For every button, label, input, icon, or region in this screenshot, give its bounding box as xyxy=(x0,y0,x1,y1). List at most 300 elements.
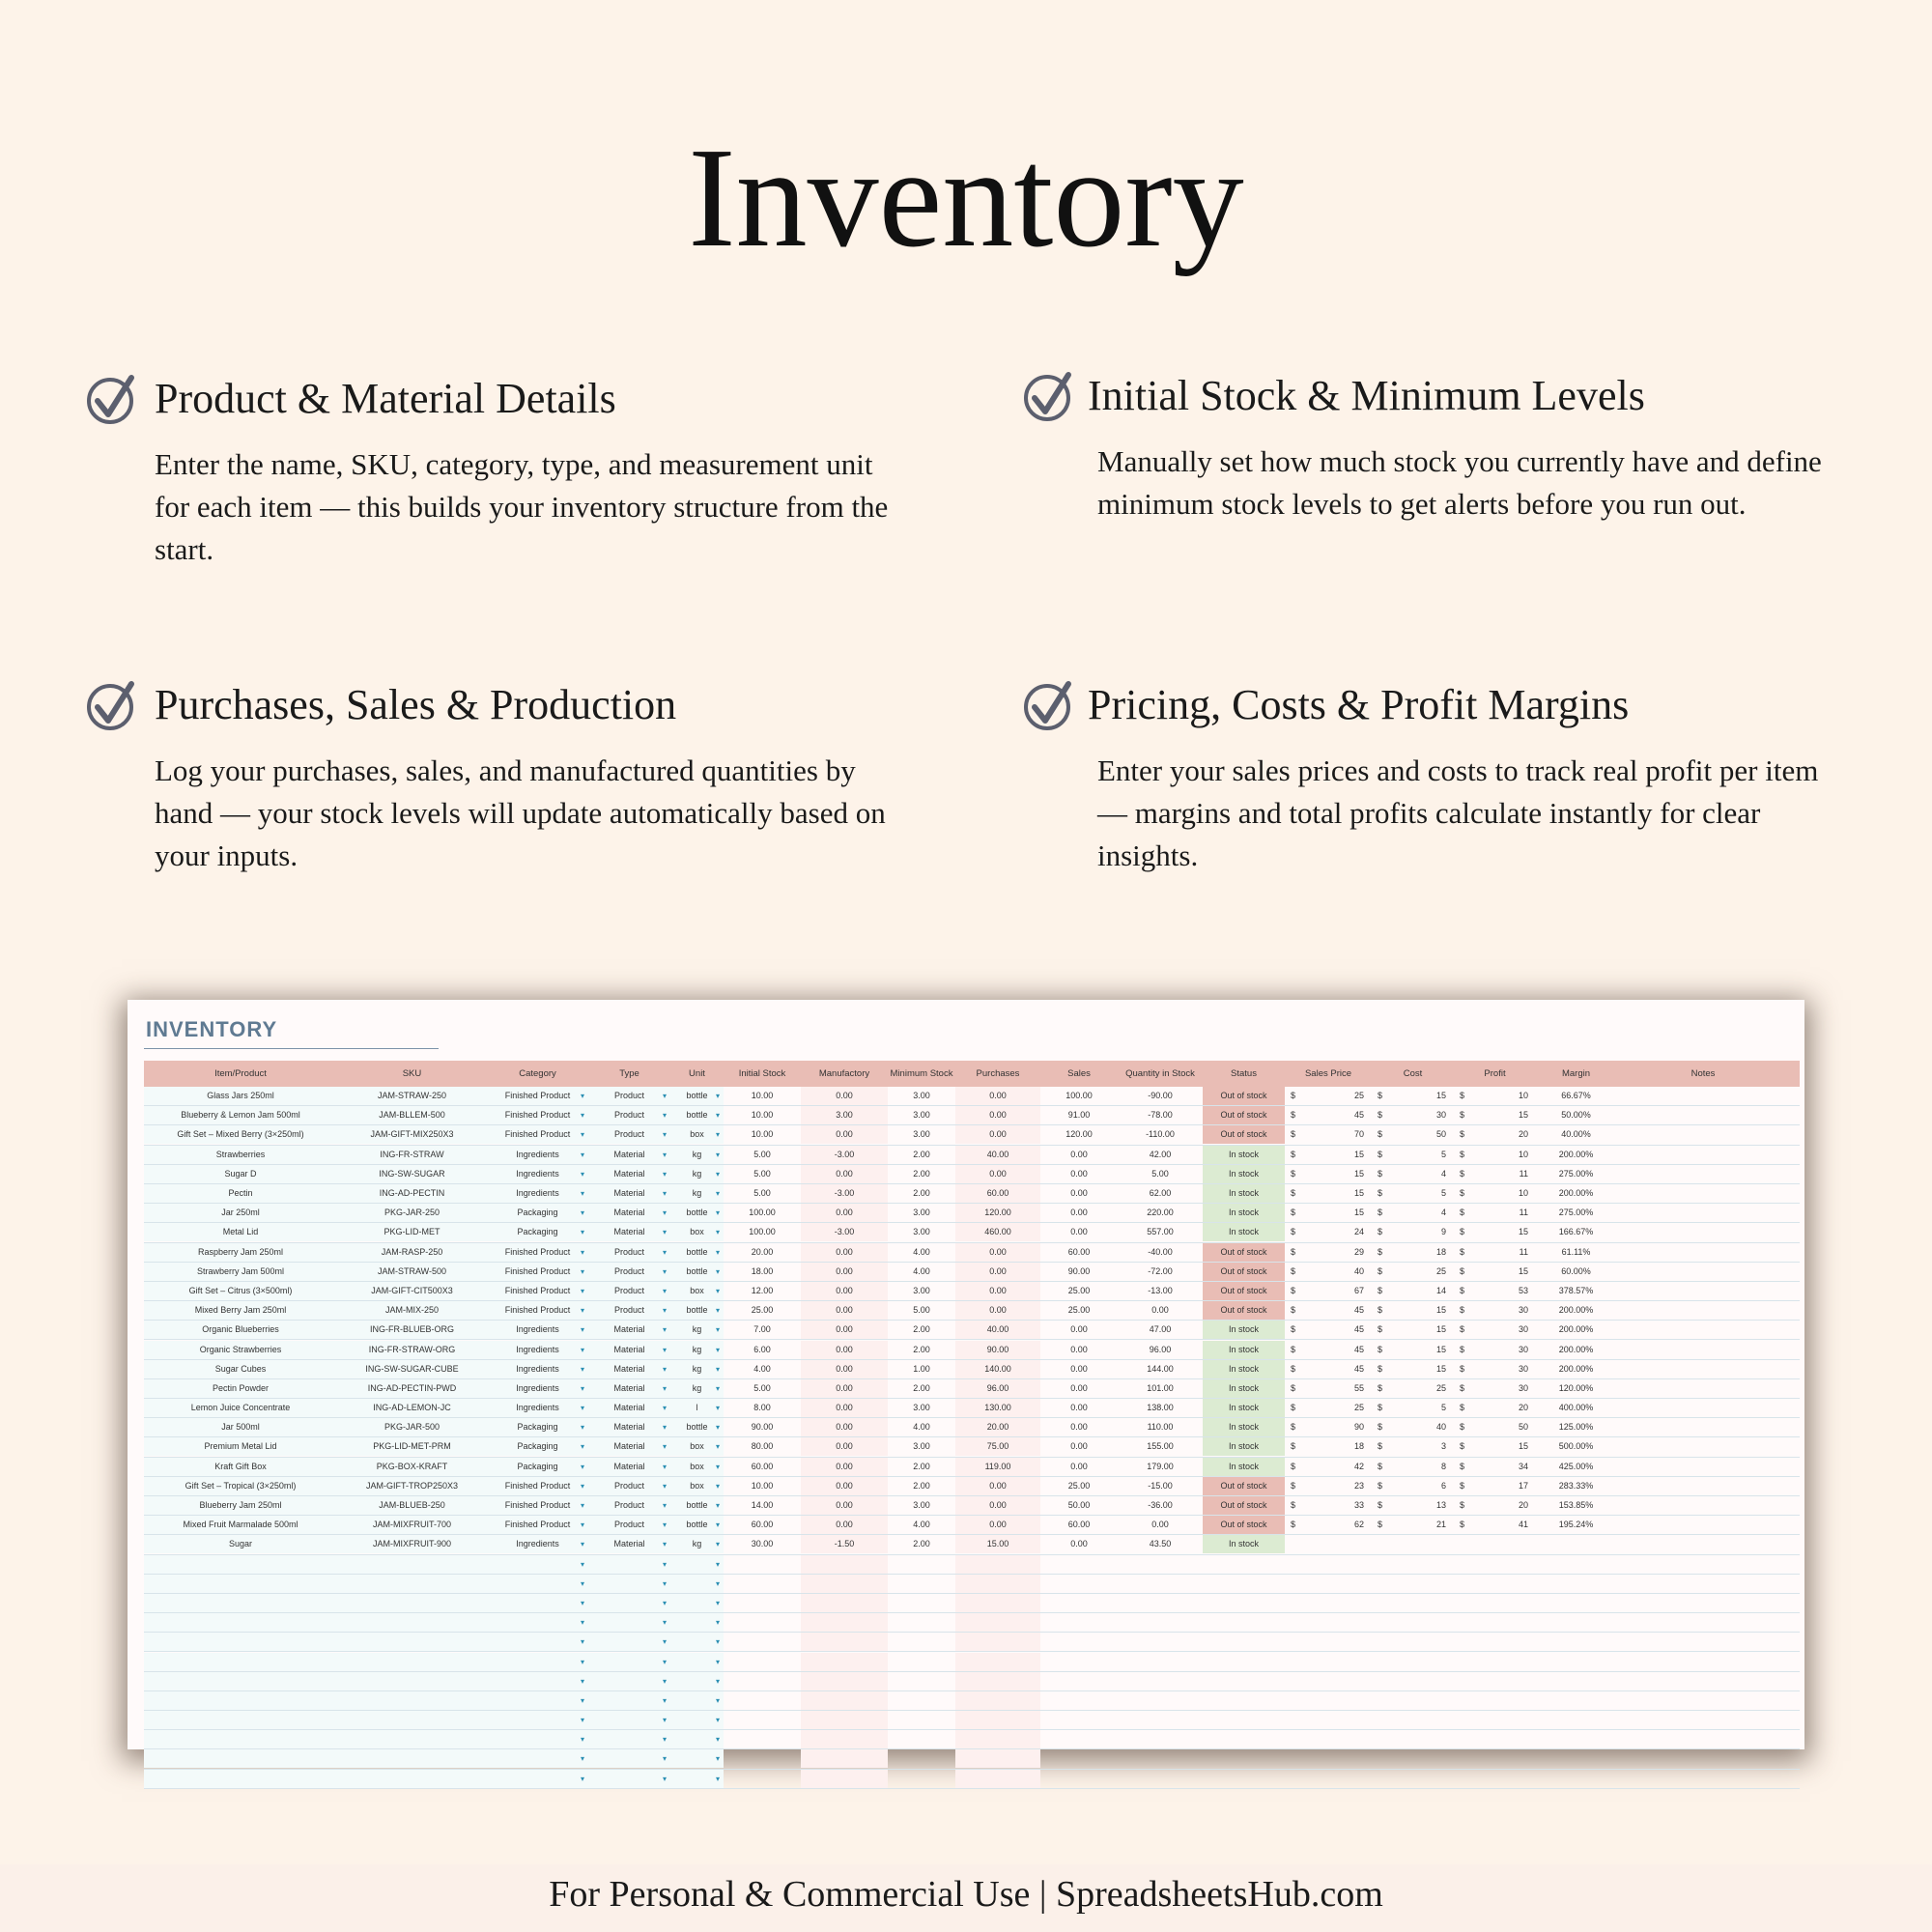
table-cell[interactable]: In stock xyxy=(1203,1184,1285,1203)
dropdown-caret-icon[interactable]: ▾ xyxy=(580,1266,584,1276)
table-cell[interactable]: 3.00 xyxy=(913,1403,930,1413)
table-cell[interactable] xyxy=(724,1691,801,1710)
table-cell[interactable]: Material ▾ xyxy=(588,1184,670,1203)
table-cell[interactable] xyxy=(955,1653,1040,1671)
table-cell[interactable]: ING-SW-SUGAR xyxy=(337,1165,487,1183)
dropdown-caret-icon[interactable]: ▾ xyxy=(662,1150,667,1159)
table-cell[interactable] xyxy=(1536,1749,1616,1768)
table-cell[interactable] xyxy=(724,1711,801,1729)
table-cell[interactable] xyxy=(1285,1770,1372,1788)
table-cell[interactable] xyxy=(1372,1477,1454,1495)
table-cell[interactable]: 400.00% xyxy=(1558,1403,1594,1413)
table-cell[interactable] xyxy=(1285,1360,1372,1378)
dropdown-caret-icon[interactable]: ▾ xyxy=(580,1383,584,1393)
table-cell[interactable] xyxy=(670,1770,724,1788)
table-cell[interactable]: 0.00 xyxy=(1070,1344,1088,1354)
table-cell[interactable]: 100.00 xyxy=(1065,1091,1093,1101)
table-cell[interactable] xyxy=(144,1730,337,1748)
dropdown-caret-icon[interactable]: ▾ xyxy=(715,1150,720,1159)
dropdown-caret-icon[interactable]: ▾ xyxy=(662,1540,667,1549)
table-cell[interactable]: box ▾ xyxy=(670,1282,724,1300)
table-cell[interactable] xyxy=(801,1749,888,1768)
table-cell[interactable] xyxy=(955,1749,1040,1768)
dropdown-caret-icon[interactable]: ▾ xyxy=(662,1754,667,1764)
table-cell[interactable]: JAM-MIX-250 xyxy=(337,1301,487,1320)
table-cell[interactable] xyxy=(1285,1633,1372,1651)
dropdown-caret-icon[interactable]: ▾ xyxy=(662,1266,667,1276)
dropdown-caret-icon[interactable]: ▾ xyxy=(580,1111,584,1121)
table-cell[interactable] xyxy=(724,1555,801,1574)
table-cell[interactable] xyxy=(487,1770,588,1788)
table-cell[interactable] xyxy=(955,1672,1040,1690)
table-cell[interactable] xyxy=(144,1613,337,1632)
table-cell[interactable]: 0.00 xyxy=(801,1360,888,1378)
table-cell[interactable] xyxy=(144,1594,337,1612)
table-cell[interactable] xyxy=(1616,1184,1790,1203)
table-cell[interactable] xyxy=(1285,1594,1372,1612)
dropdown-caret-icon[interactable]: ▾ xyxy=(662,1208,667,1218)
table-cell[interactable]: 200.00% xyxy=(1558,1149,1594,1159)
table-cell[interactable] xyxy=(1285,1613,1372,1632)
table-cell[interactable]: 0.00 xyxy=(801,1243,888,1262)
table-cell[interactable] xyxy=(955,1730,1040,1748)
table-cell[interactable] xyxy=(1118,1575,1203,1593)
table-cell[interactable] xyxy=(955,1691,1040,1710)
dropdown-caret-icon[interactable]: ▾ xyxy=(580,1325,584,1335)
table-cell[interactable]: Material ▾ xyxy=(588,1458,670,1476)
table-cell[interactable]: 96.00 xyxy=(1149,1344,1172,1354)
table-cell[interactable] xyxy=(724,1730,801,1748)
dropdown-caret-icon[interactable]: ▾ xyxy=(662,1345,667,1354)
table-cell[interactable] xyxy=(1454,1594,1536,1612)
table-cell[interactable]: 5.00 xyxy=(1151,1168,1169,1179)
table-cell[interactable]: Glass Jars 250ml xyxy=(144,1087,337,1105)
table-cell[interactable] xyxy=(1454,1087,1536,1105)
table-cell[interactable]: -15.00 xyxy=(1148,1480,1173,1491)
table-cell[interactable]: 90.00 xyxy=(955,1341,1040,1359)
table-cell[interactable]: Material ▾ xyxy=(588,1360,670,1378)
table-cell[interactable]: 0.00 xyxy=(1070,1539,1088,1549)
table-cell[interactable]: 66.67% xyxy=(1561,1091,1591,1101)
table-cell[interactable]: kg ▾ xyxy=(670,1165,724,1183)
table-cell[interactable]: 0.00 xyxy=(801,1204,888,1222)
table-cell[interactable]: 0.00 xyxy=(801,1282,888,1300)
table-cell[interactable]: box ▾ xyxy=(670,1477,724,1495)
table-cell[interactable] xyxy=(588,1613,670,1632)
table-cell[interactable] xyxy=(801,1633,888,1651)
table-cell[interactable] xyxy=(955,1613,1040,1632)
dropdown-caret-icon[interactable]: ▾ xyxy=(715,1423,720,1433)
table-cell[interactable]: Packaging ▾ xyxy=(487,1418,588,1436)
table-cell[interactable]: In stock xyxy=(1203,1321,1285,1339)
table-cell[interactable] xyxy=(588,1575,670,1593)
table-cell[interactable]: 5.00 xyxy=(753,1188,771,1199)
dropdown-caret-icon[interactable]: ▾ xyxy=(580,1462,584,1471)
dropdown-caret-icon[interactable]: ▾ xyxy=(662,1423,667,1433)
dropdown-caret-icon[interactable]: ▾ xyxy=(715,1266,720,1276)
table-cell[interactable]: 0.00 xyxy=(801,1125,888,1144)
table-cell[interactable]: 125.00% xyxy=(1558,1422,1594,1433)
table-cell[interactable] xyxy=(1454,1672,1536,1690)
table-cell[interactable] xyxy=(1454,1437,1536,1456)
table-cell[interactable]: 0.00 xyxy=(1070,1188,1088,1199)
dropdown-caret-icon[interactable]: ▾ xyxy=(662,1364,667,1374)
table-cell[interactable] xyxy=(487,1594,588,1612)
table-cell[interactable] xyxy=(1616,1575,1790,1593)
table-cell[interactable]: 4.00 xyxy=(913,1265,930,1276)
table-cell[interactable]: 5.00 xyxy=(753,1382,771,1393)
table-cell[interactable]: ING-AD-PECTIN xyxy=(337,1184,487,1203)
dropdown-caret-icon[interactable]: ▾ xyxy=(580,1598,584,1607)
table-cell[interactable] xyxy=(888,1575,955,1593)
dropdown-caret-icon[interactable]: ▾ xyxy=(662,1462,667,1471)
table-cell[interactable]: ING-SW-SUGAR-CUBE xyxy=(337,1360,487,1378)
table-cell[interactable] xyxy=(670,1672,724,1690)
table-cell[interactable] xyxy=(1285,1243,1372,1262)
dropdown-caret-icon[interactable]: ▾ xyxy=(662,1169,667,1179)
dropdown-caret-icon[interactable]: ▾ xyxy=(662,1247,667,1257)
table-cell[interactable] xyxy=(1203,1653,1285,1671)
table-cell[interactable] xyxy=(337,1653,487,1671)
table-cell[interactable]: 0.00 xyxy=(801,1418,888,1436)
table-cell[interactable] xyxy=(1616,1263,1790,1281)
table-cell[interactable]: JAM-BLUEB-250 xyxy=(337,1496,487,1515)
table-cell[interactable]: -3.00 xyxy=(801,1223,888,1241)
table-cell[interactable] xyxy=(888,1613,955,1632)
table-cell[interactable] xyxy=(1285,1321,1372,1339)
table-cell[interactable]: 25.00 xyxy=(751,1305,774,1316)
dropdown-caret-icon[interactable]: ▾ xyxy=(580,1774,584,1783)
table-cell[interactable]: 5.00 xyxy=(753,1149,771,1159)
dropdown-caret-icon[interactable]: ▾ xyxy=(662,1189,667,1199)
table-cell[interactable]: 500.00% xyxy=(1558,1441,1594,1452)
table-cell[interactable]: 200.00% xyxy=(1558,1344,1594,1354)
table-cell[interactable] xyxy=(724,1653,801,1671)
table-cell[interactable] xyxy=(1372,1691,1454,1710)
table-cell[interactable] xyxy=(1285,1146,1372,1164)
table-cell[interactable] xyxy=(1203,1575,1285,1593)
table-cell[interactable] xyxy=(487,1749,588,1768)
table-cell[interactable] xyxy=(801,1653,888,1671)
table-cell[interactable] xyxy=(1285,1749,1372,1768)
table-cell[interactable]: box ▾ xyxy=(670,1437,724,1456)
dropdown-caret-icon[interactable]: ▾ xyxy=(580,1735,584,1745)
table-cell[interactable]: Ingredients ▾ xyxy=(487,1146,588,1164)
table-cell[interactable] xyxy=(1372,1711,1454,1729)
table-cell[interactable] xyxy=(1372,1399,1454,1417)
dropdown-caret-icon[interactable]: ▾ xyxy=(662,1559,667,1569)
table-cell[interactable] xyxy=(1454,1711,1536,1729)
table-cell[interactable] xyxy=(1285,1730,1372,1748)
table-cell[interactable]: 0.00 xyxy=(955,1165,1040,1183)
table-cell[interactable]: 25.00 xyxy=(1067,1480,1091,1491)
table-cell[interactable]: Kraft Gift Box xyxy=(144,1458,337,1476)
table-cell[interactable]: 378.57% xyxy=(1558,1285,1594,1295)
table-cell[interactable] xyxy=(1372,1263,1454,1281)
table-cell[interactable]: 61.11% xyxy=(1561,1246,1591,1257)
table-cell[interactable]: Packaging ▾ xyxy=(487,1437,588,1456)
table-cell[interactable] xyxy=(1285,1496,1372,1515)
table-cell[interactable]: 4.00 xyxy=(753,1363,771,1374)
table-cell[interactable]: 275.00% xyxy=(1558,1208,1594,1218)
table-cell[interactable] xyxy=(1285,1672,1372,1690)
table-cell[interactable] xyxy=(1536,1691,1616,1710)
table-cell[interactable]: Out of stock xyxy=(1203,1282,1285,1300)
table-cell[interactable]: 130.00 xyxy=(955,1399,1040,1417)
table-cell[interactable] xyxy=(1203,1555,1285,1574)
table-cell[interactable]: Raspberry Jam 250ml xyxy=(144,1243,337,1262)
table-cell[interactable]: 25.00 xyxy=(1067,1305,1091,1316)
table-cell[interactable] xyxy=(1454,1399,1536,1417)
table-cell[interactable]: 153.85% xyxy=(1558,1500,1594,1511)
table-cell[interactable] xyxy=(1203,1711,1285,1729)
table-cell[interactable]: Out of stock xyxy=(1203,1125,1285,1144)
table-cell[interactable]: 0.00 xyxy=(801,1301,888,1320)
table-cell[interactable]: 0.00 xyxy=(1070,1324,1088,1335)
table-cell[interactable] xyxy=(670,1613,724,1632)
table-cell[interactable] xyxy=(1454,1379,1536,1398)
table-cell[interactable] xyxy=(588,1653,670,1671)
table-cell[interactable]: 0.00 xyxy=(1151,1305,1169,1316)
table-cell[interactable]: kg ▾ xyxy=(670,1321,724,1339)
table-cell[interactable]: Jar 250ml xyxy=(144,1204,337,1222)
table-cell[interactable] xyxy=(1118,1653,1203,1671)
table-cell[interactable]: 3.00 xyxy=(913,1208,930,1218)
table-cell[interactable] xyxy=(1616,1223,1790,1241)
table-cell[interactable] xyxy=(144,1672,337,1690)
table-cell[interactable]: 75.00 xyxy=(955,1437,1040,1456)
table-cell[interactable] xyxy=(888,1672,955,1690)
table-cell[interactable] xyxy=(670,1633,724,1651)
table-cell[interactable] xyxy=(1616,1749,1790,1768)
table-cell[interactable] xyxy=(1372,1458,1454,1476)
table-cell[interactable] xyxy=(1454,1184,1536,1203)
table-cell[interactable]: Finished Product ▾ xyxy=(487,1282,588,1300)
table-cell[interactable] xyxy=(1536,1535,1616,1553)
table-cell[interactable]: 60.00 xyxy=(1067,1246,1091,1257)
table-cell[interactable] xyxy=(1536,1730,1616,1748)
table-cell[interactable] xyxy=(1616,1594,1790,1612)
table-cell[interactable] xyxy=(1285,1301,1372,1320)
table-cell[interactable]: 120.00% xyxy=(1558,1382,1594,1393)
dropdown-caret-icon[interactable]: ▾ xyxy=(580,1442,584,1452)
table-cell[interactable] xyxy=(1203,1691,1285,1710)
dropdown-caret-icon[interactable]: ▾ xyxy=(662,1092,667,1101)
table-cell[interactable] xyxy=(1372,1106,1454,1124)
table-cell[interactable]: Mixed Berry Jam 250ml xyxy=(144,1301,337,1320)
table-cell[interactable]: 0.00 xyxy=(1070,1168,1088,1179)
table-cell[interactable] xyxy=(1372,1496,1454,1515)
table-cell[interactable] xyxy=(144,1633,337,1651)
dropdown-caret-icon[interactable]: ▾ xyxy=(580,1286,584,1295)
table-cell[interactable]: Ingredients ▾ xyxy=(487,1399,588,1417)
table-cell[interactable]: JAM-GIFT-CIT500X3 xyxy=(337,1282,487,1300)
table-cell[interactable]: Material ▾ xyxy=(588,1437,670,1456)
table-cell[interactable]: Premium Metal Lid xyxy=(144,1437,337,1456)
table-cell[interactable] xyxy=(801,1594,888,1612)
table-cell[interactable]: Material ▾ xyxy=(588,1165,670,1183)
table-cell[interactable]: Finished Product ▾ xyxy=(487,1243,588,1262)
table-cell[interactable] xyxy=(1616,1711,1790,1729)
table-cell[interactable]: PKG-BOX-KRAFT xyxy=(337,1458,487,1476)
dropdown-caret-icon[interactable]: ▾ xyxy=(715,1501,720,1511)
table-cell[interactable]: 43.50 xyxy=(1149,1539,1172,1549)
table-cell[interactable] xyxy=(1616,1321,1790,1339)
table-cell[interactable] xyxy=(888,1653,955,1671)
dropdown-caret-icon[interactable]: ▾ xyxy=(662,1286,667,1295)
dropdown-caret-icon[interactable]: ▾ xyxy=(580,1618,584,1628)
table-cell[interactable]: JAM-GIFT-MIX250X3 xyxy=(337,1125,487,1144)
dropdown-caret-icon[interactable]: ▾ xyxy=(580,1092,584,1101)
table-cell[interactable]: Sugar Cubes xyxy=(144,1360,337,1378)
table-cell[interactable] xyxy=(1372,1146,1454,1164)
table-cell[interactable]: 62.00 xyxy=(1149,1188,1172,1199)
table-cell[interactable]: -110.00 xyxy=(1146,1129,1175,1140)
table-cell[interactable] xyxy=(670,1555,724,1574)
table-cell[interactable] xyxy=(1616,1087,1790,1105)
table-cell[interactable]: 40.00 xyxy=(955,1146,1040,1164)
dropdown-caret-icon[interactable]: ▾ xyxy=(662,1481,667,1491)
dropdown-caret-icon[interactable]: ▾ xyxy=(662,1383,667,1393)
table-cell[interactable] xyxy=(588,1770,670,1788)
table-cell[interactable]: 0.00 xyxy=(955,1087,1040,1105)
table-cell[interactable] xyxy=(724,1575,801,1593)
table-cell[interactable] xyxy=(1285,1282,1372,1300)
table-cell[interactable] xyxy=(1118,1594,1203,1612)
dropdown-caret-icon[interactable]: ▾ xyxy=(662,1325,667,1335)
table-cell[interactable] xyxy=(1118,1711,1203,1729)
table-cell[interactable] xyxy=(888,1633,955,1651)
table-cell[interactable] xyxy=(955,1594,1040,1612)
table-cell[interactable] xyxy=(1616,1672,1790,1690)
table-cell[interactable]: Product ▾ xyxy=(588,1301,670,1320)
table-cell[interactable]: bottle ▾ xyxy=(670,1106,724,1124)
table-cell[interactable] xyxy=(955,1575,1040,1593)
table-cell[interactable]: Finished Product ▾ xyxy=(487,1106,588,1124)
table-cell[interactable]: Product ▾ xyxy=(588,1263,670,1281)
table-cell[interactable]: 40.00% xyxy=(1561,1129,1591,1140)
table-cell[interactable]: 0.00 xyxy=(955,1243,1040,1262)
dropdown-caret-icon[interactable]: ▾ xyxy=(580,1540,584,1549)
table-cell[interactable] xyxy=(1616,1770,1790,1788)
table-cell[interactable]: Pectin xyxy=(144,1184,337,1203)
table-cell[interactable]: 275.00% xyxy=(1558,1168,1594,1179)
table-cell[interactable] xyxy=(1454,1204,1536,1222)
table-cell[interactable] xyxy=(1372,1594,1454,1612)
table-cell[interactable]: Product ▾ xyxy=(588,1125,670,1144)
table-cell[interactable] xyxy=(1616,1125,1790,1144)
table-cell[interactable] xyxy=(1536,1594,1616,1612)
table-cell[interactable] xyxy=(1454,1341,1536,1359)
table-cell[interactable]: In stock xyxy=(1203,1204,1285,1222)
table-cell[interactable]: 0.00 xyxy=(1151,1520,1169,1530)
table-cell[interactable]: Material ▾ xyxy=(588,1418,670,1436)
table-cell[interactable]: Out of stock xyxy=(1203,1106,1285,1124)
table-cell[interactable] xyxy=(1454,1633,1536,1651)
table-cell[interactable] xyxy=(144,1691,337,1710)
table-cell[interactable] xyxy=(1040,1770,1118,1788)
table-cell[interactable] xyxy=(1372,1633,1454,1651)
table-cell[interactable]: 8.00 xyxy=(753,1403,771,1413)
dropdown-caret-icon[interactable]: ▾ xyxy=(580,1559,584,1569)
table-cell[interactable]: 4.00 xyxy=(913,1520,930,1530)
table-cell[interactable] xyxy=(888,1770,955,1788)
table-cell[interactable]: Product ▾ xyxy=(588,1516,670,1534)
table-cell[interactable] xyxy=(801,1770,888,1788)
table-cell[interactable] xyxy=(1040,1633,1118,1651)
table-cell[interactable]: 2.00 xyxy=(913,1382,930,1393)
table-cell[interactable] xyxy=(724,1633,801,1651)
table-cell[interactable]: Organic Strawberries xyxy=(144,1341,337,1359)
table-cell[interactable] xyxy=(1454,1749,1536,1768)
dropdown-caret-icon[interactable]: ▾ xyxy=(662,1111,667,1121)
table-cell[interactable] xyxy=(1203,1749,1285,1768)
dropdown-caret-icon[interactable]: ▾ xyxy=(580,1345,584,1354)
dropdown-caret-icon[interactable]: ▾ xyxy=(662,1578,667,1588)
table-cell[interactable] xyxy=(144,1711,337,1729)
table-cell[interactable] xyxy=(955,1633,1040,1651)
table-cell[interactable] xyxy=(1454,1691,1536,1710)
table-cell[interactable]: Packaging ▾ xyxy=(487,1458,588,1476)
dropdown-caret-icon[interactable]: ▾ xyxy=(580,1716,584,1725)
table-cell[interactable] xyxy=(1118,1730,1203,1748)
table-cell[interactable] xyxy=(1285,1379,1372,1398)
table-cell[interactable] xyxy=(1454,1418,1536,1436)
dropdown-caret-icon[interactable]: ▾ xyxy=(662,1306,667,1316)
table-cell[interactable] xyxy=(1203,1613,1285,1632)
table-cell[interactable] xyxy=(1616,1633,1790,1651)
dropdown-caret-icon[interactable]: ▾ xyxy=(715,1345,720,1354)
table-cell[interactable] xyxy=(1285,1437,1372,1456)
table-cell[interactable]: Material ▾ xyxy=(588,1146,670,1164)
table-cell[interactable]: 155.00 xyxy=(1147,1441,1174,1452)
dropdown-caret-icon[interactable]: ▾ xyxy=(715,1306,720,1316)
table-cell[interactable]: -78.00 xyxy=(1148,1110,1173,1121)
table-cell[interactable] xyxy=(801,1691,888,1710)
table-cell[interactable]: 0.00 xyxy=(1070,1208,1088,1218)
table-cell[interactable]: In stock xyxy=(1203,1165,1285,1183)
table-cell[interactable] xyxy=(1454,1360,1536,1378)
table-cell[interactable] xyxy=(1454,1223,1536,1241)
table-cell[interactable]: Product ▾ xyxy=(588,1477,670,1495)
table-cell[interactable]: 0.00 xyxy=(801,1437,888,1456)
table-cell[interactable]: 0.00 xyxy=(955,1106,1040,1124)
dropdown-caret-icon[interactable]: ▾ xyxy=(715,1404,720,1413)
table-cell[interactable] xyxy=(588,1555,670,1574)
table-cell[interactable]: 0.00 xyxy=(955,1263,1040,1281)
dropdown-caret-icon[interactable]: ▾ xyxy=(662,1676,667,1686)
table-cell[interactable]: 0.00 xyxy=(801,1263,888,1281)
table-cell[interactable]: box ▾ xyxy=(670,1223,724,1241)
dropdown-caret-icon[interactable]: ▾ xyxy=(662,1501,667,1511)
table-cell[interactable]: ING-FR-BLUEB-ORG xyxy=(337,1321,487,1339)
table-cell[interactable] xyxy=(1040,1555,1118,1574)
table-cell[interactable]: JAM-MIXFRUIT-900 xyxy=(337,1535,487,1553)
table-cell[interactable] xyxy=(1040,1653,1118,1671)
table-cell[interactable] xyxy=(1372,1223,1454,1241)
table-cell[interactable] xyxy=(888,1555,955,1574)
table-cell[interactable]: Material ▾ xyxy=(588,1204,670,1222)
dropdown-caret-icon[interactable]: ▾ xyxy=(715,1716,720,1725)
dropdown-caret-icon[interactable]: ▾ xyxy=(580,1520,584,1530)
dropdown-caret-icon[interactable]: ▾ xyxy=(715,1325,720,1335)
table-cell[interactable] xyxy=(1285,1263,1372,1281)
table-cell[interactable] xyxy=(1454,1125,1536,1144)
table-cell[interactable] xyxy=(1454,1263,1536,1281)
table-cell[interactable]: Material ▾ xyxy=(588,1223,670,1241)
table-cell[interactable] xyxy=(337,1749,487,1768)
table-cell[interactable]: 18.00 xyxy=(751,1265,774,1276)
